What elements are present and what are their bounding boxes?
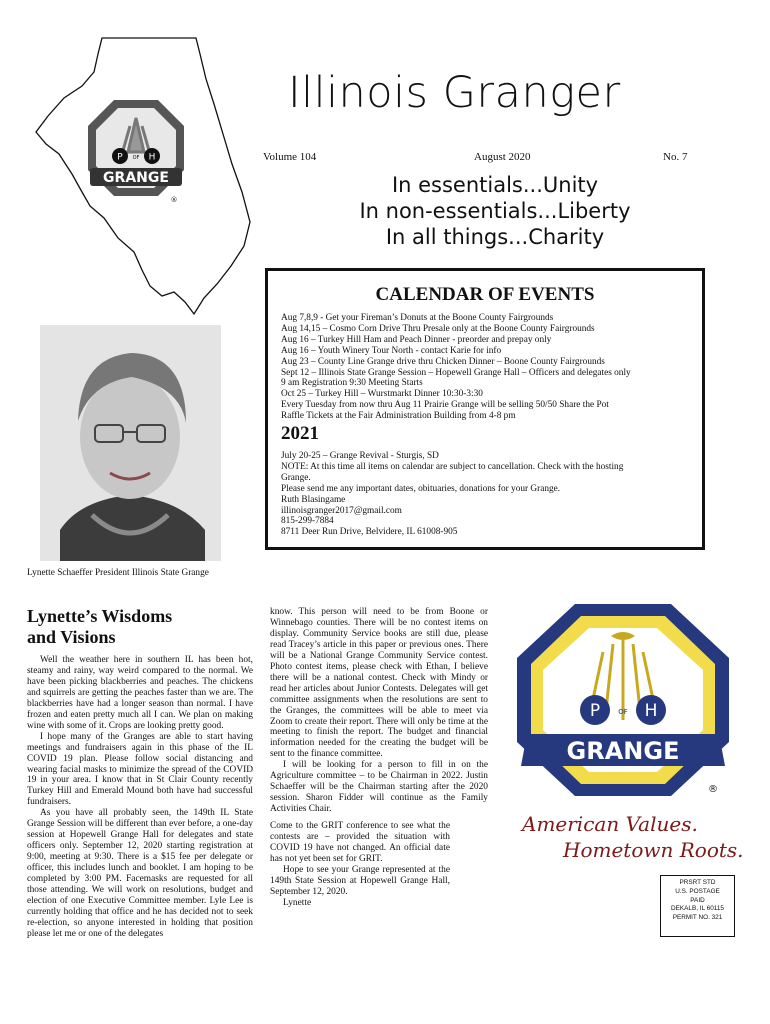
- calendar-event: Sept 12 – Illinois State Grange Session – Hopewell Grange Hall – Officers and delegates only: [281, 367, 631, 378]
- motto-line: In all things...Charity: [385, 225, 605, 249]
- calendar-event: Aug 14,15 – Cosmo Corn Drive Thru Presale only at the Boone County Fairgrounds: [281, 323, 595, 334]
- article-column-2: [270, 607, 488, 909]
- article-paragraph: I hope many of the Granges are able to start having meetings and fundraisers again in this phase of the IL COVID 19 plan. Please follow social distancing and wearing facial masks to minimize the spread of the COVID 19 in your area. I know that in St Clair County recently Turkey Hill and Emerald Mound both have had successful fundraisers.: [27, 731, 253, 808]
- calendar-event: Aug 16 – Youth Winery Tour North - contact Karie for info: [281, 345, 502, 356]
- tagline-line-1: American Values.: [522, 812, 698, 836]
- postage-permit-box: [660, 875, 735, 937]
- calendar-year-heading: 2021: [281, 423, 319, 444]
- president-photo: [40, 325, 221, 561]
- calendar-event: Aug 23 – County Line Grange drive thru Chicken Dinner – Boone County Fairgrounds: [281, 356, 605, 367]
- svg-text:P: P: [589, 701, 601, 721]
- svg-text:GRANGE: GRANGE: [103, 170, 169, 186]
- tagline-line-2: Hometown Roots.: [563, 838, 744, 862]
- svg-text:®: ®: [170, 196, 178, 204]
- calendar-event: Aug 16 – Turkey Hill Ham and Peach Dinner - preorder and prepay only: [281, 334, 552, 345]
- calendar-event: Oct 25 – Turkey Hill – Wurstmarkt Dinner 10:30-3:30: [281, 389, 483, 400]
- motto-line: In non-essentials...Liberty: [359, 199, 631, 223]
- motto-line: In essentials...Unity: [391, 173, 599, 197]
- svg-text:®: ®: [708, 784, 718, 795]
- grange-logo-small: [84, 96, 188, 206]
- permit-line: U.S. POSTAGE: [675, 887, 720, 895]
- photo-caption: Lynette Schaeffer President Illinois State Grange: [27, 568, 209, 578]
- calendar-note: July 20-25 – Grange Revival - Sturgis, SD: [281, 451, 439, 461]
- issue-number: No. 7: [663, 151, 688, 163]
- calendar-note: Grange.: [281, 472, 311, 483]
- motto: [300, 172, 690, 250]
- calendar-email[interactable]: illinoisgranger2017@gmail.com: [281, 505, 402, 516]
- svg-text:P: P: [117, 152, 123, 163]
- calendar-note: NOTE: At this time all items on calendar are subject to cancellation. Check with the hosting: [281, 461, 624, 472]
- calendar-box: [265, 268, 705, 550]
- calendar-event: Raffle Tickets at the Fair Administration Building from 4-8 pm: [281, 411, 516, 422]
- article-paragraph: As you have all probably seen, the 149th IL State Grange Session will be different than ever before, a one-day session at Hopewell Grange Hall for delegates and state officers only. September 12, 2020 starting registration at 9:00, meeting at 9:30. There is a $15 fee per delegate or officer, this includes lunch and booklet. I am hoping to be completed by 3:00 PM. Facemasks are requested for all those attending. We will work on resolutions, budget and election of one Executive Committee member. Lyle Lee is currently holding that office and he has decided not to seek re-election, so anyone interested in holding that position please let me or one of the delegates: [27, 808, 253, 939]
- svg-text:H: H: [644, 701, 658, 721]
- article-paragraph: Hope to see your Grange represented at the 149th State Session at Hopewell Grange Hall, September 12, 2020.: [270, 864, 450, 897]
- article-paragraph: Come to the GRIT conference to see what the contests are – provided the situation with COVID 19 have not changed. An official date has not yet been set for GRIT.: [270, 821, 450, 864]
- calendar-events: [281, 313, 706, 422]
- article-paragraph: I will be looking for a person to fill in on the Agriculture committee – to be Chairman in 2022. Justin Schaeffer will be the Chairman starting after the 2020 session. Sharon Fidder will continue as the Family Activities Chair.: [270, 760, 488, 815]
- article-column-1: [27, 655, 253, 940]
- article-headline: [27, 606, 172, 648]
- issue-date: August 2020: [474, 151, 531, 163]
- calendar-event: 9 am Registration 9:30 Meeting Starts: [281, 378, 423, 389]
- permit-line: PRSRT STD: [679, 879, 716, 886]
- article-signature: Lynette: [283, 897, 312, 908]
- calendar-note: Please send me any important dates, obituaries, donations for your Grange.: [281, 483, 561, 494]
- calendar-event: Every Tuesday from now thru Aug 11 Prairie Grange will be selling 50/50 Share the Pot: [281, 400, 609, 411]
- calendar-note: Ruth Blasingame: [281, 494, 346, 505]
- svg-text:OF: OF: [618, 708, 628, 716]
- article-headline-line: and Visions: [27, 627, 116, 647]
- svg-text:H: H: [148, 152, 156, 163]
- calendar-title: CALENDAR OF EVENTS: [375, 284, 595, 305]
- article-paragraph: know. This person will need to be from Boone or Winnebago counties. There will be no contest items on display. Community Service books are still due, please read Tracey’s article in this paper or previous ones. There will be a National Grange Community Service contest. Photo contest items, please check with Ethan, I believe there will be a national contest. Check with Mindy or read her articles about Junior Contests. Delegates will get committee assignments when the resolutions are sent to the Granges, the committees will be able to meet via Zoom to create their report. There will only be time at the meeting to finish the report. The budget and financial information needed for the creating the budget will be sent to the finance committee.: [270, 607, 488, 760]
- volume-label: Volume 104: [263, 151, 317, 163]
- permit-line: DEKALB, IL 60115: [671, 905, 724, 913]
- svg-text:GRANGE: GRANGE: [566, 737, 680, 765]
- article-headline-line: Lynette’s Wisdoms: [27, 606, 173, 626]
- permit-line: PERMIT NO. 321: [672, 914, 723, 922]
- calendar-note: 8711 Deer Run Drive, Belvidere, IL 61008-905: [281, 527, 458, 538]
- grange-logo-large: [513, 600, 733, 800]
- calendar-note: 815-299-7884: [281, 516, 334, 527]
- svg-text:OF: OF: [132, 155, 140, 161]
- article-paragraph: Well the weather here in southern IL has been hot, steamy and rainy, way weird compared to the normal. We have been picking blackberries and peaches. The chickens and squirrels are getting the peaches faster than we are. The blackberries have had a longer season than normal. I have frozen and eaten pretty much all I can. We plan on making wine with some of it. Crops are looking pretty good.: [27, 655, 253, 731]
- newsletter-title: Illinois Granger: [288, 68, 621, 118]
- calendar-event: Aug 7,8,9 - Get your Fireman’s Donuts at the Boone County Fairgrounds: [281, 313, 554, 323]
- permit-line: PAID: [690, 896, 705, 904]
- calendar-notes: [281, 451, 706, 538]
